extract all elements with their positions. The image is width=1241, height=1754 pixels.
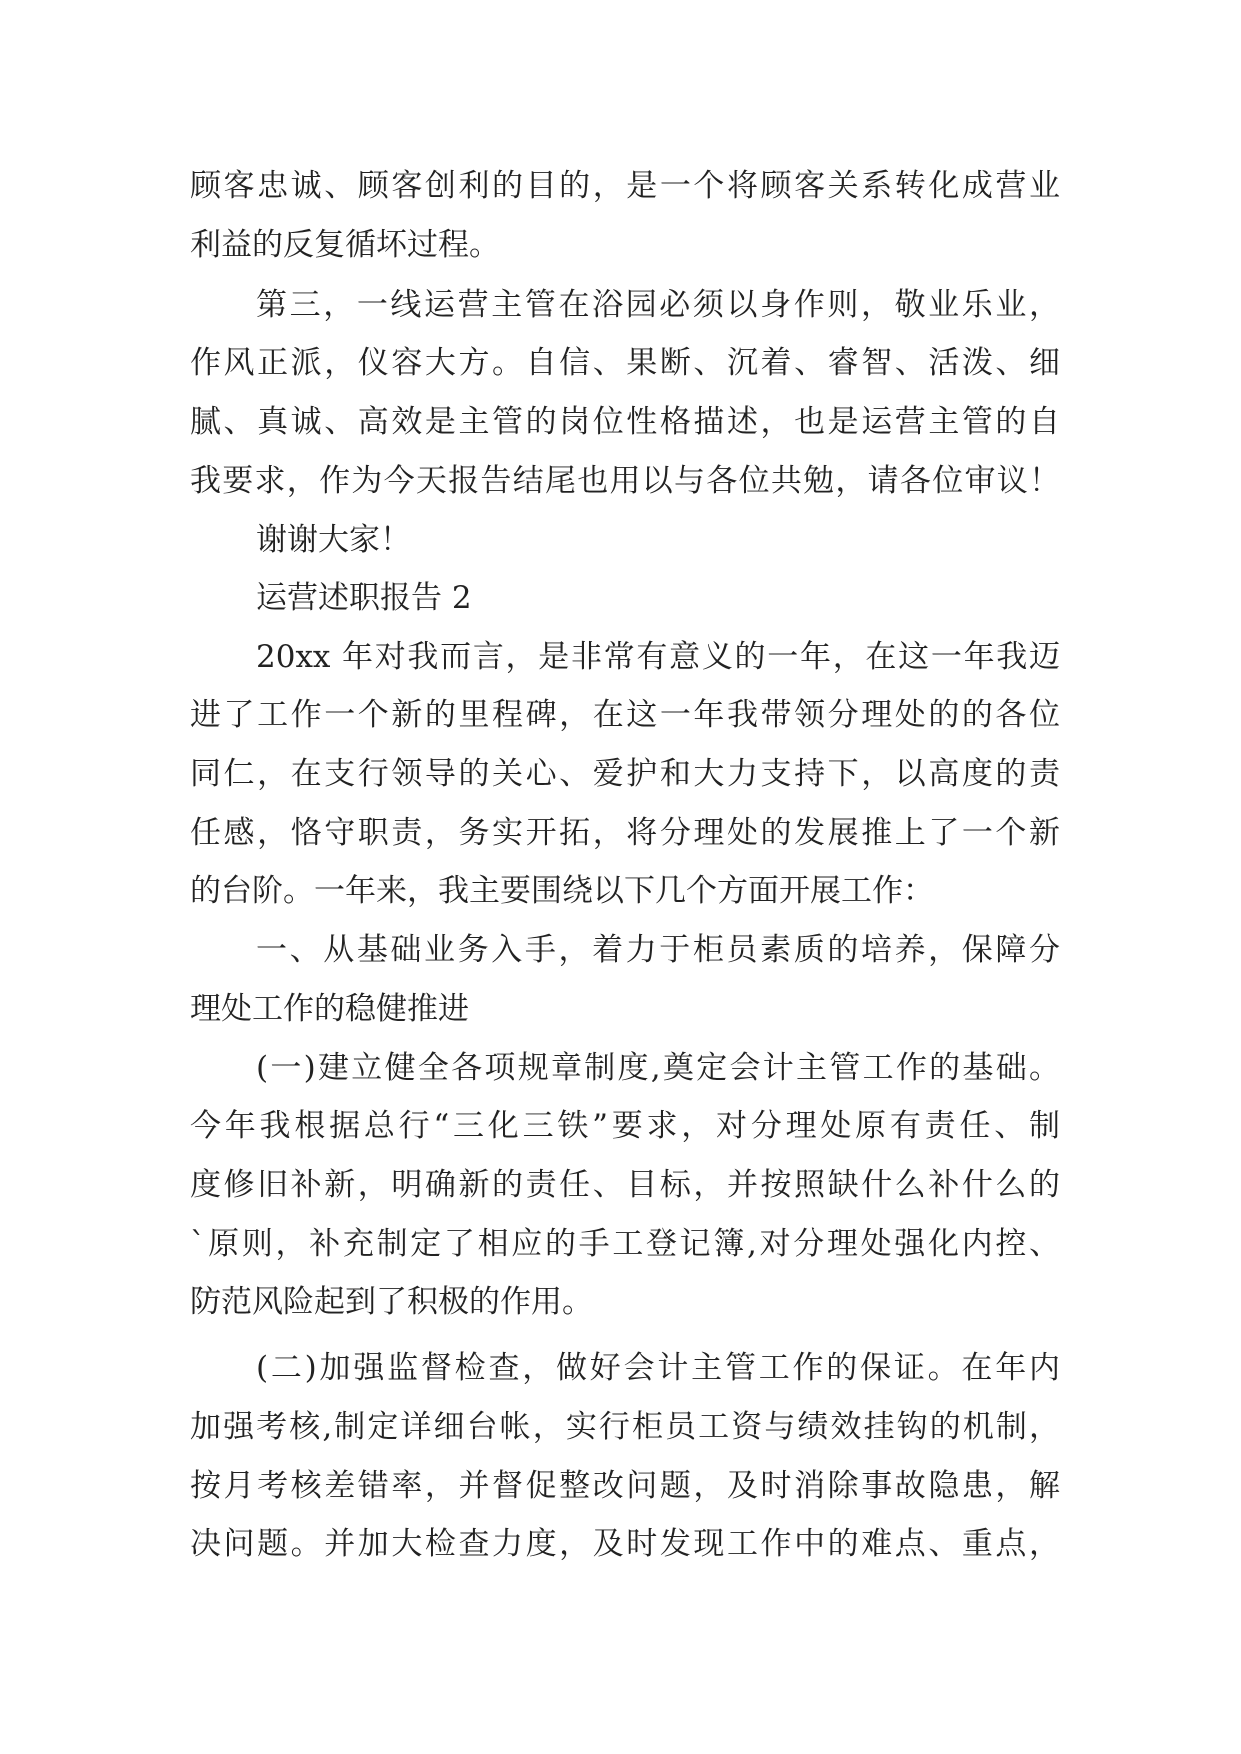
paragraph-line: 决问题。并加大检查力度，及时发现工作中的难点、重点，	[190, 1526, 1060, 1562]
closing-line: 谢谢大家！	[256, 522, 411, 558]
paragraph-line: 同仁，在支行领导的关心、爱护和大力支持下，以高度的责	[190, 756, 1060, 792]
paragraph-line: 一、从基础业务入手，着力于柜员素质的培养，保障分	[256, 932, 1060, 968]
paragraph-line: 顾客忠诚、顾客创利的目的，是一个将顾客关系转化成营业	[190, 168, 1060, 204]
paragraph-line: 作风正派，仪容大方。自信、果断、沉着、睿智、活泼、细	[190, 345, 1060, 381]
paragraph-line: 我要求，作为今天报告结尾也用以与各位共勉，请各位审议！	[190, 463, 1060, 499]
paragraph-line: 加强考核,制定详细台帐，实行柜员工资与绩效挂钩的机制，	[190, 1409, 1060, 1445]
paragraph-line: 理处工作的稳健推进	[190, 991, 469, 1027]
section-heading: 运营述职报告 2	[256, 580, 472, 616]
paragraph-line: (二)加强监督检查，做好会计主管工作的保证。在年内	[256, 1350, 1060, 1386]
paragraph-line: `原则，补充制定了相应的手工登记簿,对分理处强化内控、	[190, 1226, 1060, 1262]
paragraph-line: 任感，恪守职责，务实开拓，将分理处的发展推上了一个新	[190, 815, 1060, 851]
paragraph-line: 按月考核差错率，并督促整改问题，及时消除事故隐患，解	[190, 1468, 1060, 1504]
paragraph-line: 20xx 年对我而言，是非常有意义的一年，在这一年我迈	[256, 639, 1060, 675]
paragraph-line: 今年我根据总行“三化三铁”要求，对分理处原有责任、制	[190, 1108, 1060, 1144]
paragraph-line: 防范风险起到了积极的作用。	[190, 1284, 593, 1320]
paragraph-line: 第三，一线运营主管在浴园必须以身作则，敬业乐业，	[256, 287, 1060, 323]
paragraph-line: 度修旧补新，明确新的责任、目标，并按照缺什么补什么的	[190, 1167, 1060, 1203]
paragraph-line: 利益的反复循坏过程。	[190, 227, 500, 263]
paragraph-line: 的台阶。一年来，我主要围绕以下几个方面开展工作：	[190, 873, 934, 909]
paragraph-line: 进了工作一个新的里程碑，在这一年我带领分理处的的各位	[190, 697, 1060, 733]
paragraph-line: (一)建立健全各项规章制度,奠定会计主管工作的基础。	[256, 1050, 1060, 1086]
paragraph-line: 腻、真诚、高效是主管的岗位性格描述，也是运营主管的自	[190, 404, 1060, 440]
